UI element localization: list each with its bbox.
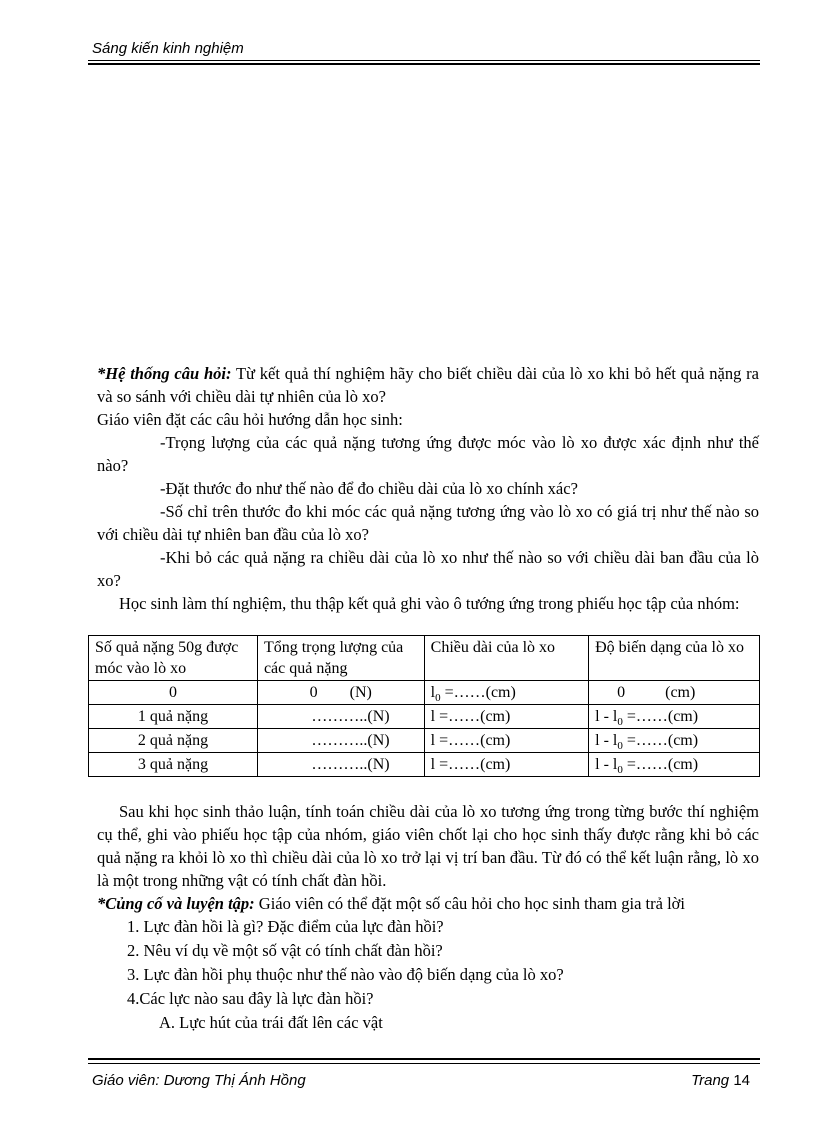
cell-length (424, 729, 588, 753)
length-value: =……(cm) (435, 708, 511, 725)
cell-weight: 0 (N) (257, 681, 424, 705)
practice-question-3: 3. Lực đàn hồi phụ thuộc như thế nào vào độ biến dạng của lò xo? (127, 965, 564, 984)
practice-question-4: 4.Các lực nào sau đây là lực đàn hồi? (127, 989, 374, 1008)
length-symbol: l (430, 684, 436, 701)
header-cell-deformation: Độ biến dạng của lò xo (589, 636, 760, 681)
practice-question-1: 1. Lực đàn hồi là gì? Đặc điểm của lực đàn hồi? (127, 917, 444, 936)
practice-paragraph (97, 892, 759, 915)
page-number (691, 1072, 750, 1089)
experiment-line: Học sinh làm thí nghiệm, thu thập kết quả ghi vào ô tướng ứng trong phiếu học tập của nhóm: (119, 594, 740, 613)
deform-value: =……(cm) (622, 708, 699, 725)
deform-prefix: 0 (617, 684, 626, 701)
cell-deformation (589, 681, 760, 705)
header-cell-length: Chiều dài của lò xo (424, 636, 588, 681)
intro-heading: *Hệ thống câu hỏi: (97, 364, 232, 383)
length-subscript: 0 (435, 692, 441, 705)
deform-value: =……(cm) (622, 732, 699, 749)
table-row (89, 681, 760, 705)
table-header-row (89, 636, 760, 681)
cell-weight: ………..(N) (257, 729, 424, 753)
body-section-2 (97, 800, 759, 1034)
practice-question-2: 2. Nêu ví dụ về một số vật có tính chất đàn hồi? (127, 941, 443, 960)
cell-length (424, 681, 588, 705)
deform-value: (cm) (625, 684, 696, 701)
deform-prefix: l - l (595, 708, 618, 725)
cell-weight: ………..(N) (257, 753, 424, 777)
length-value: =……(cm) (435, 756, 511, 773)
deform-subscript: 0 (617, 764, 623, 777)
page-number-value: 14 (733, 1072, 750, 1089)
deform-value: =……(cm) (622, 756, 699, 773)
footer-teacher: Giáo viên: Dương Thị Ánh Hồng (92, 1072, 306, 1089)
cell-length (424, 705, 588, 729)
deform-prefix: l - l (595, 732, 618, 749)
table-row (89, 753, 760, 777)
question-4: -Khi bỏ các quả nặng ra chiều dài của lò xo như thế nào so với chiều dài ban đầu của lò xo? (97, 548, 759, 590)
intro-text: Từ kết quả thí nghiệm hãy cho biết chiều dài của lò xo khi bỏ hết quả nặng ra và so sánh với chiều dài tự nhiên của lò xo? (97, 364, 759, 406)
cell-weight: ………..(N) (257, 705, 424, 729)
deform-prefix: l - l (595, 756, 618, 773)
deform-subscript: 0 (617, 716, 623, 729)
length-value: =……(cm) (435, 732, 511, 749)
cell-deformation (589, 753, 760, 777)
cell-deformation (589, 705, 760, 729)
header-title: Sáng kiến kinh nghiệm (92, 40, 244, 57)
footer-rule-thick (88, 1058, 760, 1060)
length-symbol: l (430, 756, 436, 773)
cell-count: 0 (89, 681, 258, 705)
cell-count: 3 quả nặng (89, 753, 258, 777)
footer-rule (88, 1063, 760, 1064)
results-table (88, 635, 760, 777)
question-3: -Số chỉ trên thước đo khi móc các quả nặng tương ứng vào lò xo có giá trị như thế nào so với chiều dài tự nhiên ban đầu của lò xo? (97, 502, 759, 544)
practice-text: Giáo viên có thể đặt một số câu hỏi cho học sinh tham gia trả lời (254, 894, 685, 913)
practice-heading: *Củng cố và luyện tập: (97, 894, 255, 913)
table-row (89, 705, 760, 729)
question-1: -Trọng lượng của các quả nặng tương ứng được móc vào lò xo được xác định như thế nào? (97, 433, 759, 475)
question-2: -Đặt thước đo như thế nào để đo chiều dài của lò xo chính xác? (160, 479, 578, 498)
cell-length (424, 753, 588, 777)
option-a: A. Lực hút của trái đất lên các vật (159, 1013, 383, 1032)
cell-deformation (589, 729, 760, 753)
page-label: Trang (691, 1072, 730, 1089)
header-cell-weight: Tổng trọng lượng của các quả nặng (257, 636, 424, 681)
length-symbol: l (430, 708, 436, 725)
teacher-line: Giáo viên đặt các câu hỏi hướng dẫn học sinh: (97, 410, 403, 429)
header-cell-count: Số quả nặng 50g được móc vào lò xo (89, 636, 258, 681)
body-section-1 (97, 362, 759, 615)
header-rule (88, 60, 760, 61)
length-value: =……(cm) (440, 684, 516, 701)
cell-count: 1 quả nặng (89, 705, 258, 729)
deform-subscript: 0 (617, 740, 623, 753)
header-rule-thick (88, 63, 760, 65)
conclusion-paragraph: Sau khi học sinh thảo luận, tính toán chiều dài của lò xo tương ứng trong từng bước thí nghiệm cụ thể, ghi vào phiếu học tập của nhóm, giáo viên chốt lại cho học sinh thấy được rằng khi bỏ các quả nặng ra khỏi lò xo thì chiều dài của lò xo trở lại vị trí ban đầu. Từ đó có thể kết luận rằng, lò xo là một trong những vật có tính chất đàn hồi. (97, 802, 759, 890)
intro-paragraph (97, 362, 759, 408)
length-symbol: l (430, 732, 436, 749)
table-row (89, 729, 760, 753)
cell-count: 2 quả nặng (89, 729, 258, 753)
